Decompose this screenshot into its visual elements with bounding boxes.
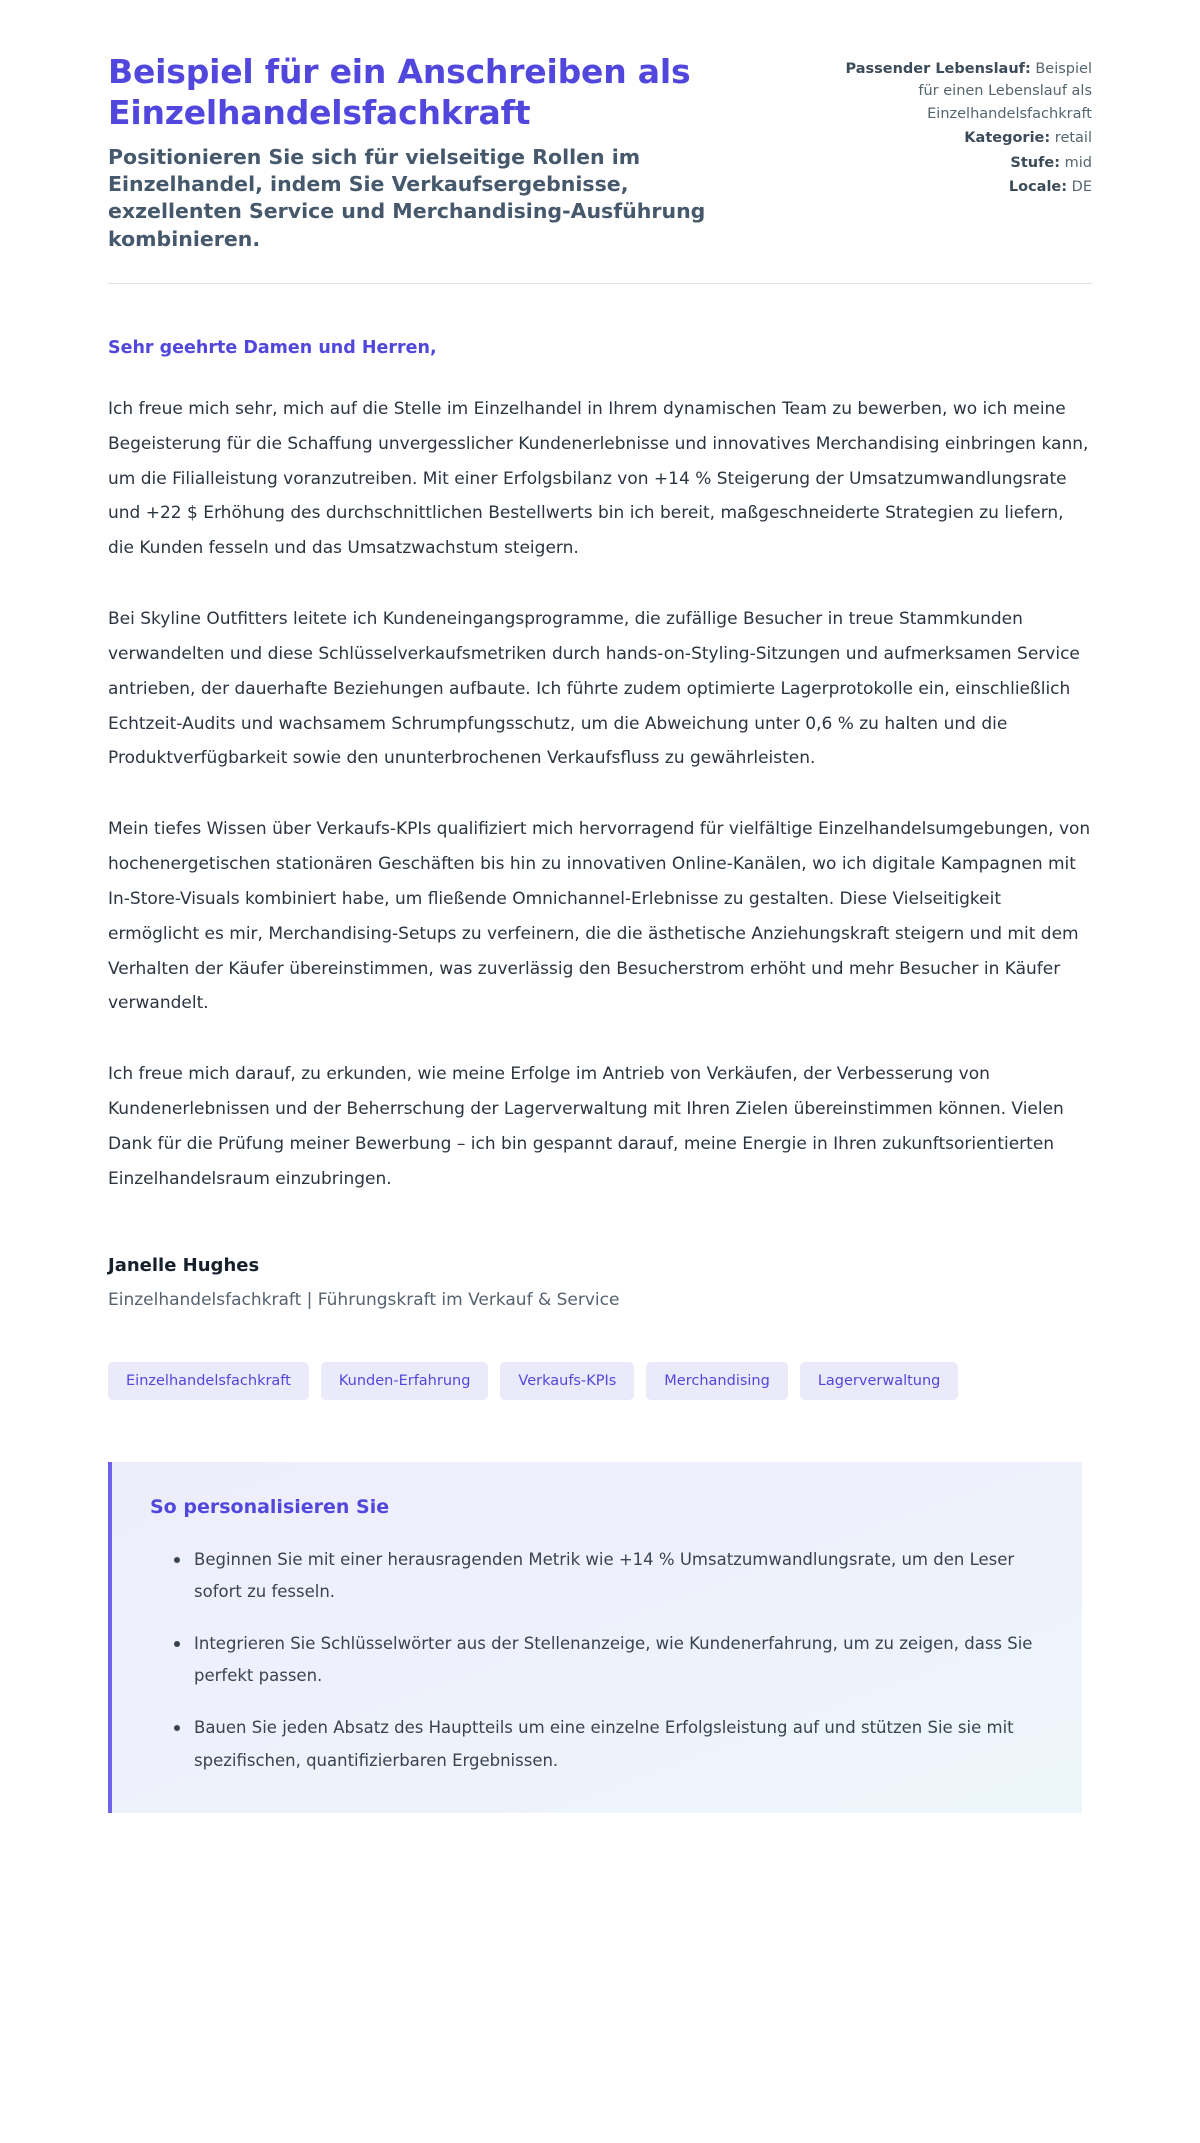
tag-chip[interactable]: Merchandising	[646, 1362, 788, 1400]
page-subtitle: Positionieren Sie sich für vielseitige Rollen im Einzelhandel, indem Sie Verkaufsergebnisse, exzellenten Service und Merchandising-Ausführung kombinieren.	[108, 144, 706, 251]
tips-list	[150, 1544, 1042, 1777]
letter-salutation: Sehr geehrte Damen und Herren,	[108, 337, 437, 358]
page-header	[108, 52, 1092, 283]
header-text-block	[108, 52, 806, 253]
tag-chip[interactable]: Einzelhandelsfachkraft	[108, 1362, 309, 1400]
meta-level-value: mid	[1064, 154, 1092, 171]
tag-chip[interactable]: Kunden-Erfahrung	[321, 1362, 489, 1400]
document-metadata	[842, 52, 1092, 199]
meta-category-value: retail	[1054, 130, 1092, 147]
tips-title: So personalisieren Sie	[150, 1495, 390, 1518]
tag-list	[108, 1362, 1092, 1400]
signature-role: Einzelhandelsfachkraft | Führungskraft im Verkauf & Service	[108, 1289, 620, 1310]
letter-paragraph: Mein tiefes Wissen über Verkaufs-KPIs qualifiziert mich hervorragend für vielfältige Einzelhandelsumgebungen, von hochenergetischen stationären Geschäften bis hin zu innovativen Online-Kanälen, wo ich digitale Kampagnen mit In-Store-Visuals kombiniert habe, um fließende Omnichannel-Erlebnisse zu gestalten. Diese Vielseitigkeit ermöglicht es mir, Merchandising-Setups zu verfeinern, die die ästhetische Anziehungskraft steigern und mit dem Verhalten der Käufer übereinstimmen, was zuverlässig den Besucherstrom erhöht und mehr Besucher in Käufer verwandelt.	[108, 819, 1091, 1014]
letter-paragraph: Ich freue mich sehr, mich auf die Stelle im Einzelhandel in Ihrem dynamischen Team zu bewerben, wo ich meine Begeisterung für die Schaffung unvergesslicher Kundenerlebnisse und innovatives Merchandising einbringen kann, um die Filialleistung voranzutreiben. Mit einer Erfolgsbilanz von +14 % Steigerung der Umsatzumwandlungsrate und +22 $ Erhöhung des durchschnittlichen Bestellwerts bin ich bereit, maßgeschneiderte Strategien zu liefern, die Kunden fesseln und das Umsatzwachstum steigern.	[108, 398, 1089, 559]
signature-name: Janelle Hughes	[108, 1254, 260, 1276]
meta-locale-value: DE	[1071, 179, 1092, 196]
meta-level-label: Stufe:	[1010, 154, 1061, 171]
meta-level	[842, 152, 1092, 174]
signature-block	[108, 1255, 1092, 1310]
meta-locale-label: Locale:	[1008, 179, 1068, 196]
tag-chip[interactable]: Lagerverwaltung	[800, 1362, 959, 1400]
personalization-tips-panel	[108, 1462, 1082, 1813]
meta-matching-resume-label: Passender Lebenslauf:	[845, 61, 1031, 77]
page-title: Beispiel für ein Anschreiben als Einzelhandelsfachkraft	[108, 52, 691, 132]
meta-matching-resume-value: Beispiel für einen Lebenslauf als Einzelhandelsfachkraft	[918, 61, 1092, 122]
meta-matching-resume	[842, 58, 1092, 125]
meta-locale	[842, 176, 1092, 198]
letter-paragraph: Bei Skyline Outfitters leitete ich Kundeneingangsprogramme, die zufällige Besucher in treue Stammkunden verwandelten und diese Schlüsselverkaufsmetriken durch hands-on-Styling-Sitzungen und aufmerksamen Service antrieben, der dauerhafte Beziehungen aufbaute. Ich führte zudem optimierte Lagerprotokolle ein, einschließlich Echtzeit-Audits und wachsamem Schrumpfungsschutz, um die Abweichung unter 0,6 % zu halten und die Produktverfügbarkeit sowie den ununterbrochenen Verkaufsfluss zu gewährleisten.	[108, 609, 1080, 769]
tips-list-item: Integrieren Sie Schlüsselwörter aus der Stellenanzeige, wie Kundenerfahrung, um zu zeigen, dass Sie perfekt passen.	[174, 1628, 1042, 1692]
header-divider	[108, 283, 1092, 284]
letter-paragraphs	[108, 392, 1092, 1197]
tag-chip[interactable]: Verkaufs-KPIs	[500, 1362, 634, 1400]
meta-category-label: Kategorie:	[964, 130, 1051, 147]
cover-letter-body	[108, 338, 1092, 1197]
tips-list-item: Beginnen Sie mit einer herausragenden Metrik wie +14 % Umsatzumwandlungsrate, um den Leser sofort zu fesseln.	[174, 1544, 1042, 1608]
letter-paragraph: Ich freue mich darauf, zu erkunden, wie meine Erfolge im Antrieb von Verkäufen, der Verbesserung von Kundenerlebnissen und der Beherrschung der Lagerverwaltung mit Ihren Zielen übereinstimmen können. Vielen Dank für die Prüfung meiner Bewerbung – ich bin gespannt darauf, meine Energie in Ihren zukunftsorientierten Einzelhandelsraum einzubringen.	[108, 1064, 1064, 1189]
meta-category	[842, 127, 1092, 149]
tips-list-item: Bauen Sie jeden Absatz des Hauptteils um eine einzelne Erfolgsleistung auf und stützen Sie sie mit spezifischen, quantifizierbaren Ergebnissen.	[174, 1712, 1042, 1776]
